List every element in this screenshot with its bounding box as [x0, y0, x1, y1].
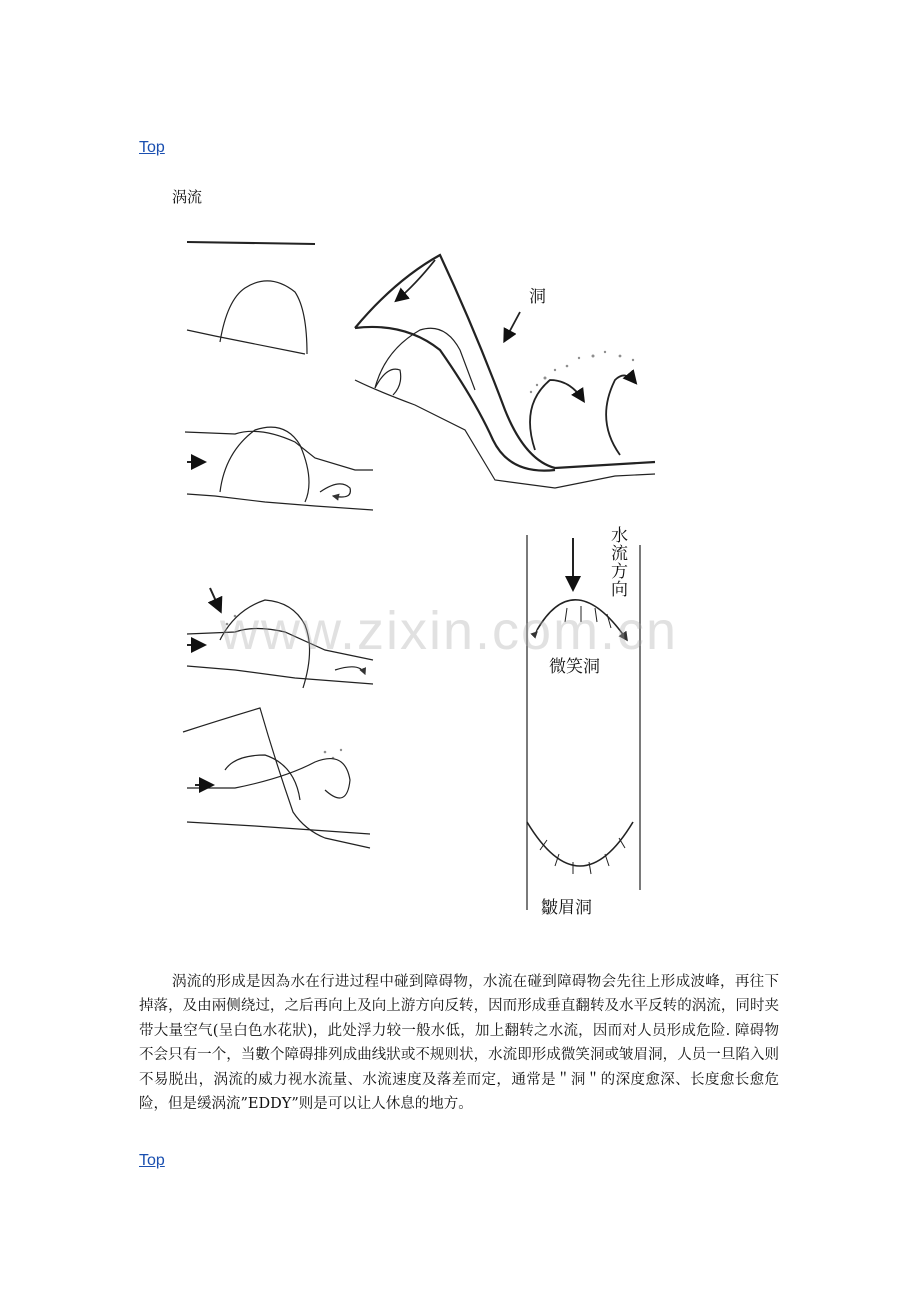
label-flow-direction: 水流方向: [607, 526, 627, 598]
body-paragraph: 涡流的形成是因為水在行进过程中碰到障碍物，水流在碰到障碍物会先往上形成波峰，再往下掉落，及由兩侧绕过，之后再向上及向上游方向反转，因而形成垂直翻转及水平反转的涡流，同时夹带大量空气(呈白色水花狀)，此处浮力较一般水低，加上翻转之水流，因而对人员形成危险. 障碍物不会只有一个，当數个障碍排列成曲线狀或不规则状，水流即形成微笑洞或皱眉洞，人员一旦陷入则不易脱出，涡流的威力视水流量、水流速度及落差而定，通常是＂洞＂的深度愈深、长度愈长愈危险，但是缓涡流”EDDY”则是可以让人休息的地方。: [139, 973, 779, 1112]
top-link[interactable]: Top: [139, 139, 165, 156]
label-frown-hole: 皺眉洞: [541, 898, 592, 918]
eddy-illustration: [175, 230, 695, 930]
label-smile-hole: 微笑洞: [549, 657, 600, 677]
watermark: www.zixin.com.cn: [220, 601, 679, 661]
label-hole: 洞: [529, 287, 546, 307]
section-title: 涡流: [172, 188, 203, 206]
top-link[interactable]: Top: [139, 1152, 165, 1169]
